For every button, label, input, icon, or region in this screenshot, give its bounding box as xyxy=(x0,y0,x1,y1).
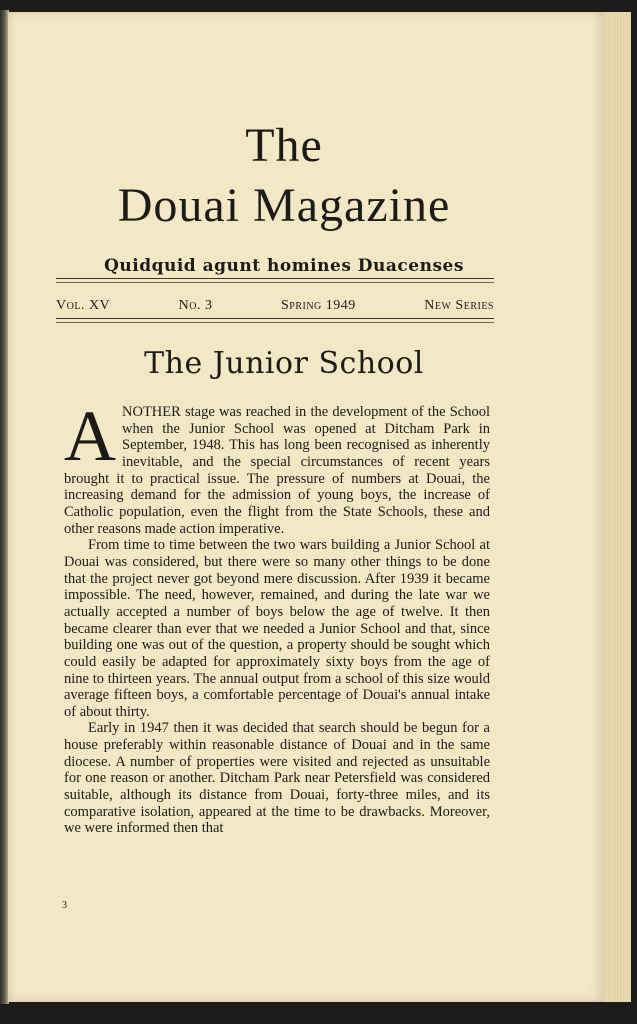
top-rule-thin xyxy=(56,282,494,283)
magazine-page xyxy=(8,12,604,1002)
masthead-motto: Quidquid agunt homines Duacenses xyxy=(104,256,464,276)
masthead-title-line2: Douai Magazine xyxy=(117,179,451,232)
top-rule xyxy=(56,278,494,279)
masthead-title-line1: The xyxy=(245,119,323,172)
article-body xyxy=(64,396,490,837)
article-title: The Junior School xyxy=(144,346,424,381)
paragraph-3: Early in 1947 then it was decided that search should be begun for a house preferably within reasonable distance of Douai and in the same diocese. A number of properties were visited and rejected as unsuitable for one reason or another. Ditcham Park near Petersfield was considered suitable, although its distance from Douai, forty-three miles, and its comparative isolation, appeared at the time to be drawbacks. Moreover, we were informed then that xyxy=(64,720,490,837)
issue-line xyxy=(56,298,494,314)
series-label: New Series xyxy=(424,298,494,313)
volume-label: Vol. XV xyxy=(56,298,111,313)
paragraph-1 xyxy=(64,396,490,537)
bottom-rule xyxy=(56,318,494,319)
drop-cap: A xyxy=(64,396,116,476)
page-number: 3 xyxy=(62,900,67,911)
number-label: No. 3 xyxy=(178,298,213,313)
season-label: Spring 1949 xyxy=(280,298,356,313)
paragraph-1-text: NOTHER stage was reached in the development of the School when the Junior School was opened at Ditcham Park in September, 1948. This has long been recognised as inherently inevitable, and the special circumstances of recent years brought it to practical issue. The pressure of numbers at Douai, the increasing demand for the admission of young boys, the increase of Catholic population, even the flight from the State Schools, these and other reasons made action imperative. xyxy=(64,404,490,537)
paragraph-2: From time to time between the two wars building a Junior School at Douai was considered, but there were so many other things to be done that the project never got beyond mere discussion. After 1939 it became impossible. The need, however, remained, and during the late war we actually accepted a number of boys below the age of twelve. It then became clearer than ever that we needed a Junior School and that, since building one was out of the question, a property should be sought which could easily be adapted for approximately sixty boys from the age of nine to thirteen years. The annual output from a school of this size would average fifteen boys, a comfortable percentage of Douai's annual intake of about thirty. xyxy=(64,537,490,720)
bottom-rule-thin xyxy=(56,322,494,323)
